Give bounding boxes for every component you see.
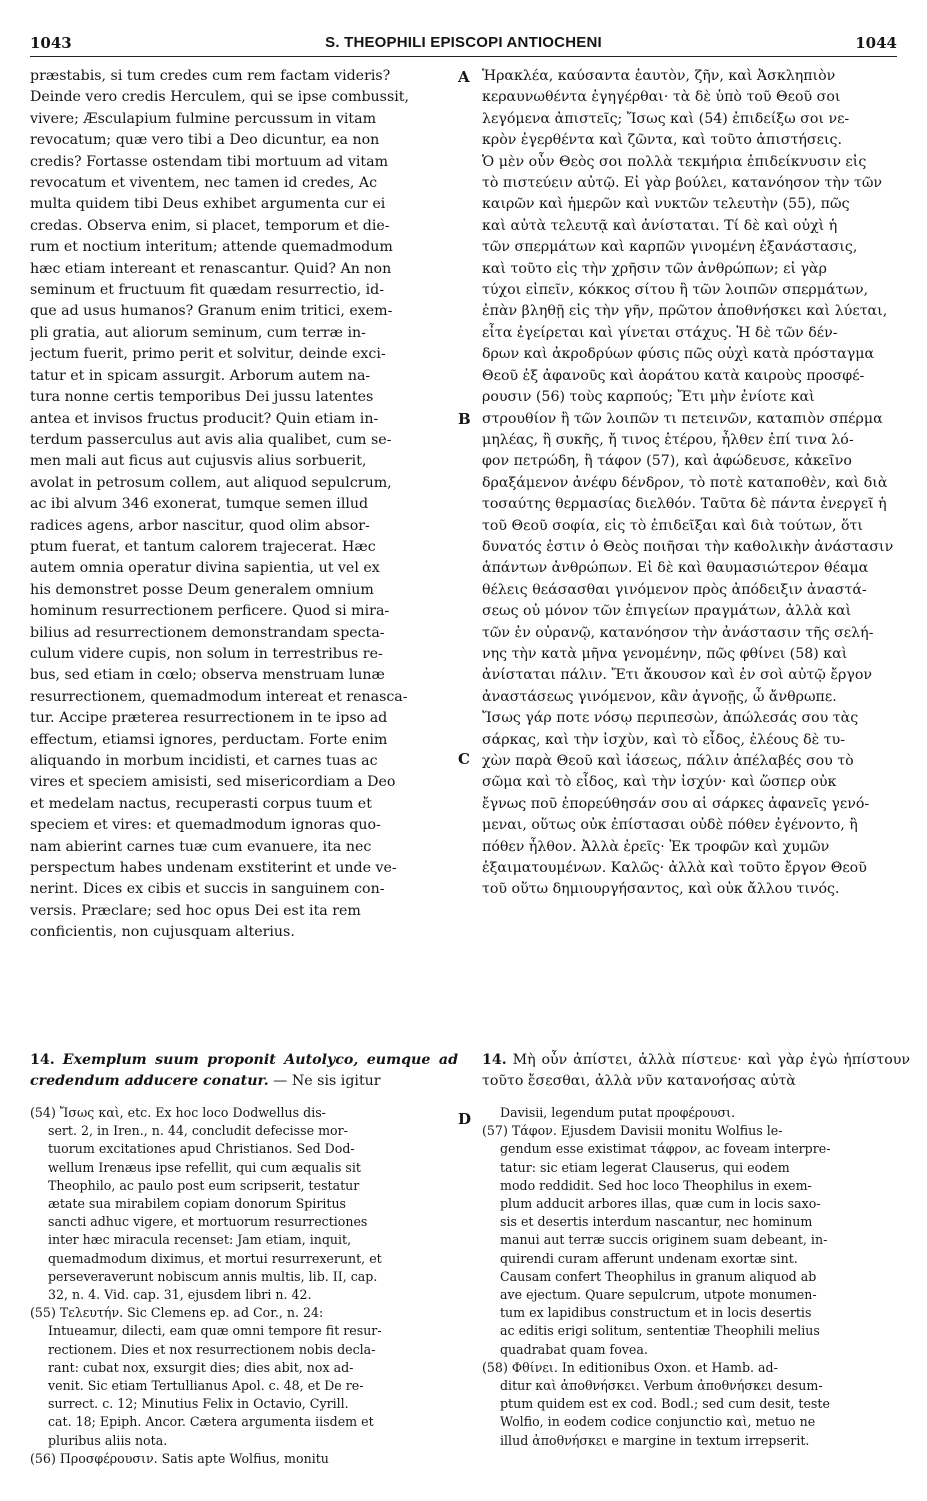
greek-text-line: Ἴσως γάρ ποτε νόσῳ περιπεσὼν, ἀπώλεσάς σου τὰς [482,710,859,727]
footnote-line: ditur καὶ ἀποθνήσκει. Verbum ἀποθνήσκει desum- [500,1378,823,1394]
greek-text-line: ἔγνως ποῦ ἐπορεύθησάν σου αἱ σάρκες ἀφανεῖς γενό- [482,795,870,812]
text-line: ac ibi alvum 346 exonerat, tumque semen illud [30,496,369,513]
greek-text-line: τῶν σπερμάτων καὶ καρπῶν γινομένη ἐξανάστασις, [482,239,858,256]
greek-text-line: κεραυνωθέντα ἐγηγέρθαι· τὰ δὲ ὑπὸ τοῦ Θεοῦ σοι [482,89,841,106]
text-line: effectum, etiamsi ignores, perductam. Forte enim [30,731,388,748]
greek-text-line: ἐξαιματουμένων. Καλῶς· ἀλλὰ καὶ τοῦτο ἔργον Θεοῦ [482,860,867,877]
greek-text-line: τῶν ἐν οὐρανῷ, κατανόησον τὴν ἀνάστασιν τῆς σελή- [482,624,874,641]
footnote-line: rant: cubat nox, exsurgit dies; dies abit, nox ad- [48,1359,354,1375]
section-title: Exemplum suum proponit Autolyco, eumque ad credendum adducere conatur. [30,1052,458,1090]
greek-text-line: ἀναστάσεως γινόμενον, κἂν ἀγνοῇς, ὦ ἄνθρωπε. [482,688,837,705]
footnote-line: ac editis erigi solitum, sententiæ Theophili melius [500,1323,820,1339]
text-line: credas. Observa enim, si placet, temporum et die- [30,217,390,234]
text-line: radices agens, arbor nascitur, quod olim absor- [30,517,370,534]
margin-letter-d: D [458,1110,472,1128]
text-line: tura nonne certis temporibus Dei jussu latentes [30,389,374,406]
text-line: revocatum et viventem, nec tamen id credes, Ac [30,175,378,192]
greek-text-line: σεως οὐ μόνον τῶν ἐπιγείων πραγμάτων, ἀλλὰ καὶ [482,603,852,620]
footnote-line: wellum Irenæus ipse refellit, qui cum æqualis sit [48,1159,361,1175]
footnote-line: sert. 2, in Iren., n. 44, concludit defecisse mor- [48,1123,348,1139]
margin-letter-a: A [458,68,470,86]
footnote-line: (56) Προσφέρουσιν. Satis apte Wolfius, monitu [30,1450,329,1466]
greek-text-line: ρουσιν (56) τοὺς καρπούς; Ἔτι μὴν ἐνίοτε καὶ [482,389,815,406]
greek-text-line: πόθεν ἦλθον. Ἀλλὰ ἐρεῖς· Ἐκ τροφῶν καὶ χυμῶν [482,838,830,855]
page-number-right: 1044 [855,34,897,52]
running-title: S. THEOPHILI EPISCOPI ANTIOCHENI [325,34,602,51]
footnote-line: tum ex lapidibus constructum et in locis desertis [500,1305,812,1321]
text-line: ptum fuerat, et tantum calorem trajecerat. Hæc [30,538,376,555]
text-line: autem omnia operatur divina sapientia, ut vel ex [30,560,380,577]
text-line: rum et noctium interitum; attende quemadmodum [30,239,393,256]
footnote-line: cat. 18; Epiph. Ancor. Cætera argumenta iisdem et [48,1414,374,1430]
greek-text-line: δρων καὶ ἀκροδρύων φύσις πῶς οὐχὶ κατὰ πρόσταγμα [482,346,875,363]
footnote-line: Intueamur, dilecti, eam quæ omni tempore fit resur- [48,1323,382,1339]
text-line: perspectum habes undenam exstiterint et unde ve- [30,860,397,877]
greek-text-line: φον πετρώδη, ἢ τάφον (57), καὶ ἀφώδευσε, κἀκεῖνο [482,453,852,470]
greek-text-line: λεγόμενα ἀπιστεῖς; Ἴσως καὶ (54) ἐπιδείξω σοι νε- [482,110,850,127]
footnote-line: ave ejectum. Quare sepulcrum, utpote monumen- [500,1287,817,1303]
text-line: præstabis, si tum credes cum rem factam videris? [30,68,391,84]
footnote-line: Theophilo, ac paulo post eum scripserit, testatur [48,1177,360,1193]
greek-text-line: τοῦ οὕτω δημιουργήσαντος, καὶ οὐκ ἄλλου τινός. [482,881,840,898]
greek-text-line: τοσαύτης θερμασίας διελθόν. Ταῦτα δὲ πάντα ἐνεργεῖ ἡ [482,496,887,513]
greek-text-line: ἀνίσταται πάλιν. Ἔτι ἄκουσον καὶ ἐν σοὶ αὐτῷ ἔργον [482,667,872,684]
footnote-line: tuorum excitationes apud Christianos. Sed Dod- [48,1141,355,1157]
greek-text-line: στρουθίον ἢ τῶν λοιπῶν τι πετεινῶν, καταπιὸν σπέρμα [482,410,883,427]
greek-text-line: ἐπὰν βληθῇ εἰς τὴν γῆν, πρῶτον ἀποθνήσκει καὶ λύεται, [482,303,888,320]
section-text-greek: Μὴ οὖν ἀπίστει, ἀλλὰ πίστευε· καὶ γὰρ ἐγὼ ἠπίστουν τοῦτο ἔσεσθαι, ἀλλὰ νῦν κατανοήσας αὐτὰ [482,1052,910,1090]
greek-text-line: θέλεις θεάσασθαι γινόμενον πρὸς ἀπόδειξιν ἀναστά- [482,581,867,598]
text-line: et medelam nactus, recuperasti corpus tuum et [30,795,372,812]
latin-column [30,66,458,944]
text-line: revocatum; quæ vero tibi a Deo dicuntur, ea non [30,132,380,149]
greek-text-line: ἁπάντων ἀνθρώπων. Εἰ δὲ καὶ θαυμασιώτερον θέαμα [482,560,869,577]
footnotes-left [30,1104,458,1468]
greek-text-line: τὸ πιστεύειν αὐτῷ. Εἰ γὰρ βούλει, κατανόησον τὴν τῶν [482,175,883,192]
greek-text-line: σῶμα καὶ τὸ εἶδος, καὶ τὴν ἰσχύν· καὶ ὥσπερ οὐκ [482,774,837,791]
footnote-line: ptum quidem est ex cod. Bodl.; sed cum desit, teste [500,1396,830,1412]
text-line: resurrectionem, quemadmodum intereat et renasca- [30,688,408,705]
section-14-latin [30,1050,458,1093]
footnote-line: (54) Ἴσως καὶ, etc. Ex hoc loco Dodwellus dis- [30,1105,326,1120]
footnote-line: Davisii, legendum putat προφέρουσι. [500,1105,736,1120]
section-number: 14. [30,1052,55,1068]
footnote-line: pluribus aliis nota. [48,1432,168,1448]
text-line: jectum fuerit, primo perit et solvitur, deinde exci- [30,346,386,363]
footnote-line: plum adducit arbores illas, quæ cum in locis saxo- [500,1196,821,1212]
greek-text-line: τοῦ Θεοῦ σοφία, εἰς τὸ ἐπιδεῖξαι καὶ διὰ τούτων, ὅτι [482,517,863,534]
text-line: tatur et in spicam assurgit. Arborum autem na- [30,367,371,384]
footnote-line: Wolfio, in eodem codice conjunctio καὶ, metuo ne [500,1414,816,1430]
text-line: aliquando in morbum incidisti, et carnes tuas ac [30,753,378,769]
footnote-line: quadrabat quam fovea. [500,1341,648,1357]
text-line: bus, sed etiam in cœlo; observa menstruam lunæ [30,667,385,684]
text-line: hæc etiam intereant et renascantur. Quid? An non [30,260,392,277]
footnote-line: surrect. c. 12; Minutius Felix in Octavio, Cyrill. [48,1396,349,1412]
text-line: his demonstret posse Deum generalem omnium [30,581,374,598]
footnotes-right [482,1104,910,1450]
greek-text-line: τύχοι εἰπεῖν, κόκκος σίτου ἢ τῶν λοιπῶν σπερμάτων, [482,282,869,299]
greek-text-line: δυνατός ἐστιν ὁ Θεὸς ποιῆσαι τὴν καθολικὴν ἀνάστασιν [482,538,894,555]
page-number-left: 1043 [30,34,72,52]
footnote-line: sis et desertis interdum nascantur, nec hominum [500,1214,813,1230]
margin-letter-b: B [458,410,471,428]
footnote-line: sancti adhuc vigere, et mortuorum resurrectiones [48,1214,368,1230]
text-line: avolat in petrosum collem, aut aliquod sepulcrum, [30,474,392,491]
section-text: — Ne sis igitur [273,1073,381,1090]
footnote-line: gendum esse existimat τάφρον, ac foveam interpre- [500,1141,831,1157]
text-line: tur. Accipe præterea resurrectionem in te ipso ad [30,710,388,727]
text-line: bilius ad resurrectionem demonstrandam specta- [30,624,385,641]
footnote-line: Causam confert Theophilus in granum aliquod ab [500,1268,817,1284]
text-line: versis. Præclare; sed hoc opus Dei est ita rem [30,902,361,919]
greek-text-line: χὼν παρὰ Θεοῦ καὶ ἰάσεως, πάλιν ἀπέλαβές σου τὸ [482,753,854,769]
greek-text-line: δραξάμενον ἀνέφυ δένδρον, τὸ ποτὲ καταποθὲν, καὶ διὰ [482,474,888,491]
greek-text-line: εἶτα ἐγείρεται καὶ γίνεται στάχυς. Ἡ δὲ τῶν δέν- [482,324,838,341]
greek-column [482,66,910,901]
footnote-line: quemadmodum diximus, et mortui resurrexerunt, et [48,1250,382,1266]
greek-text-line: καὶ αὐτὰ τελευτᾷ καὶ ἀνίσταται. Τί δὲ καὶ οὐχὶ ἡ [482,217,838,234]
greek-text-line: μεναι, οὕτως οὐκ ἐπίστασαι οὐδὲ πόθεν ἐγένοντο, ἢ [482,817,858,834]
text-line: que ad usus humanos? Granum enim tritici, exem- [30,303,393,320]
text-line: pli gratia, aut aliorum seminum, cum terræ in- [30,324,366,341]
footnote-line: quirendi curam afferunt undenam exortæ sint. [500,1250,798,1266]
text-line: conficientis, non cujusquam alterius. [30,924,295,941]
text-line: hominum resurrectionem perficere. Quod si mira- [30,603,390,620]
footnote-line: manui aut terræ succis originem suam debeant, in- [500,1232,828,1248]
footnote-line: perseveraverunt nobiscum annis multis, lib. II, cap. [48,1268,378,1284]
greek-text-line: σάρκας, καὶ τὴν ἰσχὺν, καὶ τὸ εἶδος, ἐλέους δὲ τυ- [482,731,846,748]
footnote-line: 32, n. 4. Vid. cap. 31, ejusdem libri n. 42. [48,1287,312,1303]
text-line: multa quidem tibi Deus exhibet argumenta cur ei [30,196,386,213]
text-line: culum videre cupis, non solum in terrestribus re- [30,645,383,662]
footnote-line: tatur: sic etiam legerat Clauserus, qui eodem [500,1159,790,1175]
text-line: seminum et fructuum fit quædam resurrectio, id- [30,282,385,299]
text-line: terdum passerculus aut avis alia qualibet, cum se- [30,431,392,448]
text-line: men mali aut ficus aut cujusvis alius sorbuerit, [30,453,367,470]
footnote-line: rectionem. Dies et nox resurrectionem nobis decla- [48,1341,376,1357]
greek-text-line: Θεοῦ ἐξ ἀφανοῦς καὶ ἀοράτου κατὰ καιροὺς προσφέ- [482,367,865,384]
section-number-greek: 14. [482,1052,507,1068]
greek-text-line: Ὁ μὲν οὖν Θεὸς σοι πολλὰ τεκμήρια ἐπιδείκνυσιν εἰς [482,153,867,170]
greek-text-line: μηλέας, ἢ συκῆς, ἤ τινος ἑτέρου, ἦλθεν ἐπί τινα λό- [482,431,854,448]
greek-text-line: κρὸν ἐγερθέντα καὶ ζῶντα, καὶ τοῦτο ἀπιστήσεις. [482,132,842,149]
footnote-line: (55) Τελευτήν. Sic Clemens ep. ad Cor., n. 24: [30,1305,324,1321]
text-line: nerint. Dices ex cibis et succis in sanguinem con- [30,881,385,898]
text-line: antea et invisos fructus producit? Quin etiam in- [30,410,379,427]
footnote-line: illud ἀποθνήσκει e margine in textum irrepserit. [500,1432,810,1448]
footnote-line: venit. Sic etiam Tertullianus Apol. c. 48, et De re- [48,1378,364,1394]
section-14-greek [482,1050,910,1093]
footnote-line: (58) Φθίνει. In editionibus Oxon. et Hamb. ad- [482,1359,778,1375]
footnote-line: modo reddidit. Sed hoc loco Theophilus in exem- [500,1177,812,1193]
greek-text-line: καιρῶν καὶ ἡμερῶν καὶ νυκτῶν τελευτὴν (55), πῶς [482,196,850,213]
margin-letter-c: C [458,750,470,768]
text-line: credis? Fortasse ostendam tibi mortuum ad vitam [30,153,389,170]
text-line: speciem et vires: et quemadmodum ignoras quo- [30,817,381,834]
greek-text-line: καὶ τοῦτο εἰς τὴν χρῆσιν τῶν ἀνθρώπων; εἰ γὰρ [482,260,827,277]
footnote-line: inter hæc miracula recenset: Jam etiam, inquit, [48,1232,352,1248]
text-line: nam abierint carnes tuæ cum evanuere, ita nec [30,838,372,855]
greek-text-line: Ἡρακλέα, καύσαντα ἑαυτὸν, ζῆν, καὶ Ἀσκληπιὸν [482,68,836,84]
greek-text-line: νης τὴν κατὰ μῆνα γενομένην, πῶς φθίνει (58) καὶ [482,645,848,662]
page-header [30,34,897,57]
footnote-line: ætate sua mirabilem copiam donorum Spiritus [48,1196,347,1212]
text-line: vivere; Æsculapium fulmine percussum in vitam [30,110,377,127]
text-line: Deinde vero credis Herculem, qui se ipse combussit, [30,89,409,106]
text-line: vires et speciem amisisti, sed misericordiam a Deo [30,774,396,791]
footnote-line: (57) Τάφον. Ejusdem Davisii monitu Wolfius le- [482,1123,783,1139]
